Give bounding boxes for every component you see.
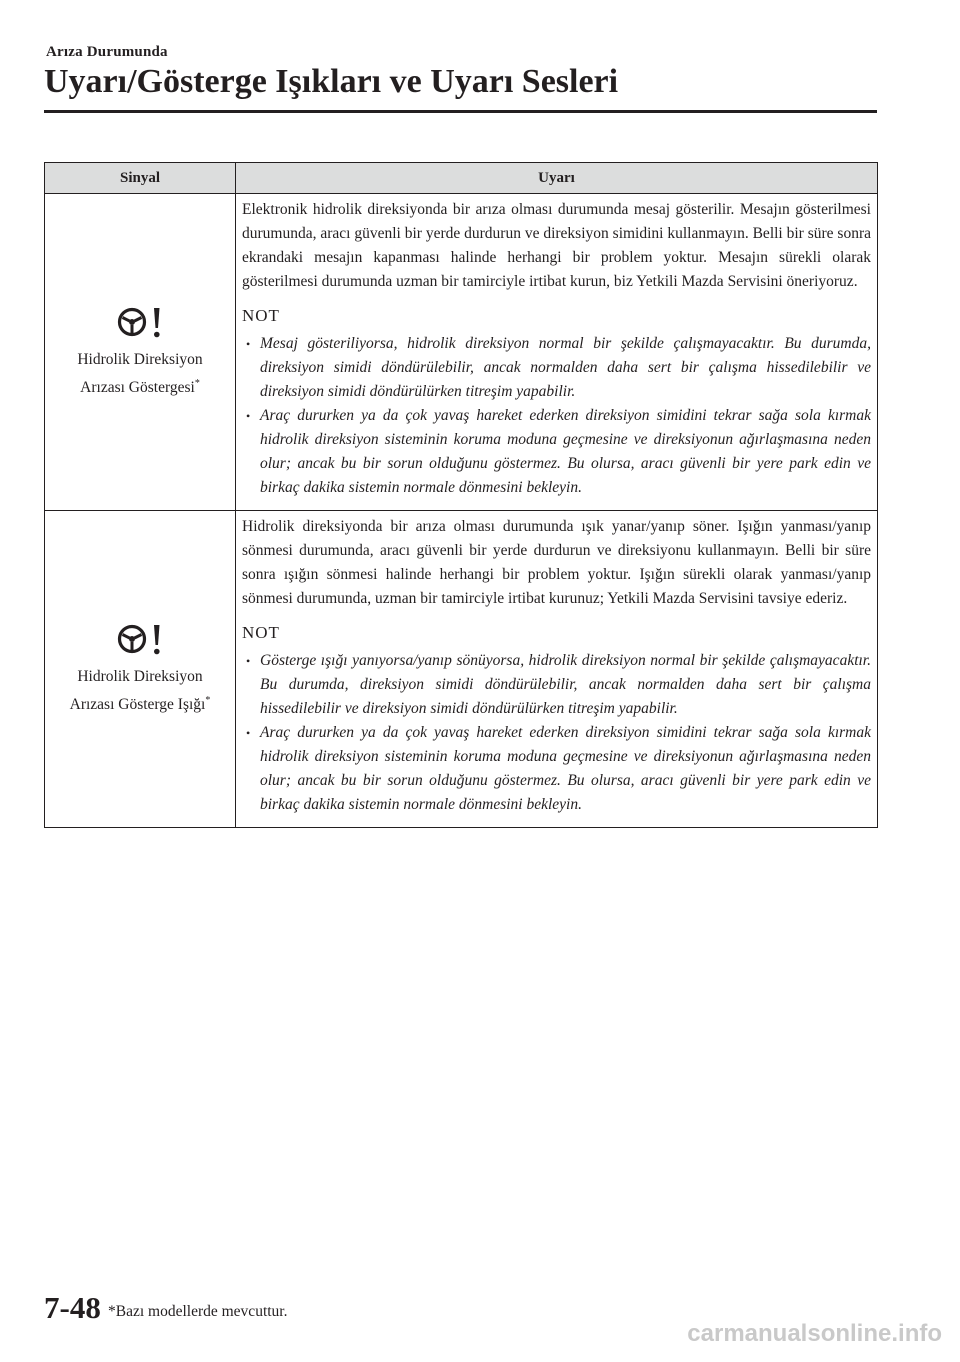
- page-title: Uyarı/Gösterge Işıkları ve Uyarı Sesleri: [44, 63, 619, 100]
- signal-cell: [45, 511, 236, 828]
- section-label: Arıza Durumunda: [46, 44, 168, 60]
- note-list: [242, 649, 871, 817]
- signal-name-line1: Hidrolik Direksiyon: [77, 668, 203, 685]
- note-item: • Araç dururken ya da çok yavaş hareket ederken direksiyon simidini tekrar sağa sola kırmak hidrolik direksiyon sisteminin koruma moduna geçmesine ve direksiyonun ağırlaşmasına neden olur; ancak bu bir sorun olduğunu göstermez. Bu olursa, aracı güvenli bir yere park edin ve birkaç dakika sistemin normale dönmesini bekleyin.: [242, 721, 871, 817]
- note-heading: NOT: [242, 306, 280, 325]
- title-rule: [44, 110, 877, 113]
- page-number: 7-48: [44, 1290, 101, 1325]
- warning-text: Elektronik hidrolik direksiyonda bir arıza olması durumunda mesaj gösterilir. Mesajın gösterilmesi durumunda, aracı güvenli bir yerde durdurun ve direksiyon simidini kullanmayın. Belli bir süre sonra ekrandaki mesajın kapanması halinde herhangi bir problem yoktur. Mesajın sürekli olarak gösterilmesi durumunda uzman bir tamirciyle irtibat kurun, biz Yetkili Mazda Servisini öneriyoruz.: [242, 201, 871, 290]
- note-item: • Gösterge ışığı yanıyorsa/yanıp sönüyorsa, hidrolik direksiyon normal bir şekilde çalışmayacaktır. Bu durumda, direksiyon simidi döndürülebilir, ancak normalden daha sert bir çalışma hissedilebilir ve direksiyon simidi döndürülürken titreşim yapabilir.: [242, 649, 871, 721]
- warning-text: Hidrolik direksiyonda bir arıza olması durumunda ışık yanar/yanıp söner. Işığın yanması/yanıp sönmesi durumunda, aracı güvenli bir yerde durdurun ve direksiyonu kullanmayın. Belli bir süre sonra ışığın sönmesi halinde herhangi bir problem yoktur. Işığın sürekli olarak yanması/yanıp sönmesi durumunda, uzman bir tamirciyle irtibat kurunuz; Yetkili Mazda Servisini tavsiye ederiz.: [242, 518, 871, 607]
- note-item: • Araç dururken ya da çok yavaş hareket ederken direksiyon simidini tekrar sağa sola kırmak hidrolik direksiyon sisteminin koruma moduna geçmesine ve direksiyonun ağırlaşmasına neden olur; ancak bu bir sorun olduğunu göstermez. Bu olursa, aracı güvenli bir yere park edin ve birkaç dakika sistemin normale dönmesini bekleyin.: [242, 404, 871, 500]
- signal-name-line1: Hidrolik Direksiyon: [77, 351, 203, 368]
- footnote-marker: *: [194, 378, 200, 389]
- signal-name-line2: Arızası Göstergesi: [80, 379, 195, 396]
- signal-table: [44, 162, 878, 828]
- note-item: • Mesaj gösteriliyorsa, hidrolik direksiyon normal bir şekilde çalışmayacaktır. Bu durumda, direksiyon simidi döndürülebilir, ancak normalden daha sert bir çalışma hissedilebilir ve direksiyon simidi döndürülürken titreşim yapabilir.: [242, 332, 871, 404]
- table-row: [45, 511, 878, 828]
- steering-wheel-warning-icon: [115, 621, 165, 657]
- signal-name-line2: Arızası Gösterge Işığı: [69, 696, 206, 713]
- warning-cell: [236, 194, 878, 511]
- steering-wheel-warning-icon: [115, 304, 165, 340]
- table-row: [45, 194, 878, 511]
- column-header-signal: Sinyal: [45, 163, 236, 194]
- column-header-warning: Uyarı: [236, 163, 878, 194]
- signal-name: [53, 348, 227, 400]
- table-header-row: [45, 163, 878, 194]
- signal-cell: [45, 194, 236, 511]
- footnote: *Bazı modellerde mevcuttur.: [108, 1303, 288, 1320]
- note-heading: NOT: [242, 623, 280, 642]
- watermark: carmanualsonline.info: [687, 1320, 942, 1347]
- footnote-marker: *: [205, 695, 211, 706]
- signal-name: [53, 665, 227, 717]
- note-list: [242, 332, 871, 500]
- warning-cell: [236, 511, 878, 828]
